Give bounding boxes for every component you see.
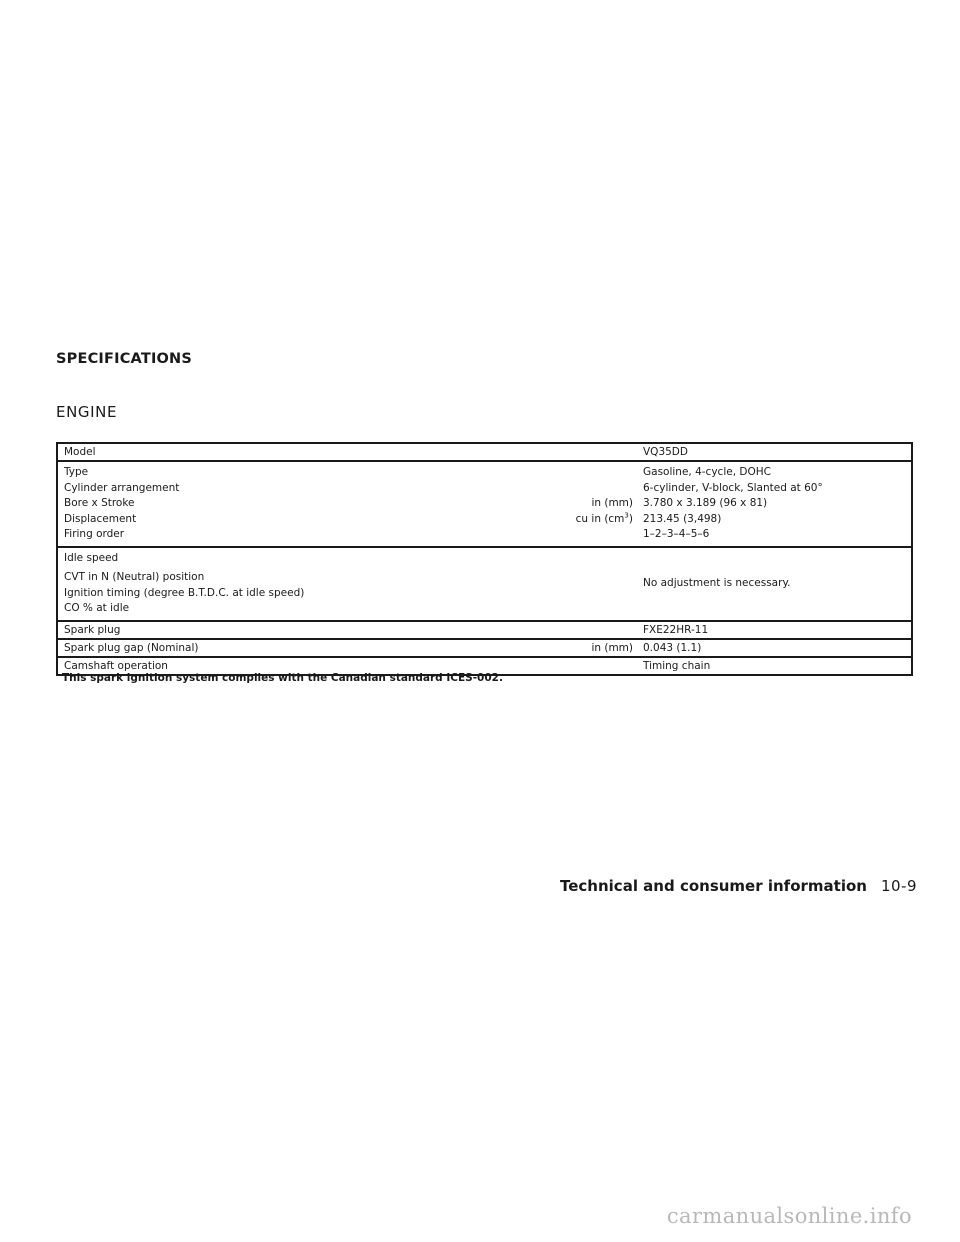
engine-details-values xyxy=(638,461,912,547)
firing-label: Firing order xyxy=(64,528,125,540)
bore-label: Bore x Stroke xyxy=(64,497,135,509)
idle-unit xyxy=(517,547,638,621)
model-value: VQ35DD xyxy=(638,443,912,461)
firing-value: 1–2–3–4–5–6 xyxy=(643,528,710,540)
spark-plug-value: FXE22HR-11 xyxy=(638,621,912,639)
co-label: CO % at idle xyxy=(64,602,130,614)
compliance-note: This spark ignition system complies with the Canadian standard ICES-002. xyxy=(62,672,503,684)
footer-chapter: Technical and consumer information xyxy=(560,877,867,895)
bore-value: 3.780 x 3.189 (96 x 81) xyxy=(643,497,768,509)
spark-plug-label: Spark plug xyxy=(57,621,517,639)
ignition-label: Ignition timing (degree B.T.D.C. at idle speed) xyxy=(64,586,305,599)
subsection-title: ENGINE xyxy=(56,403,118,421)
engine-details-labels xyxy=(57,461,517,547)
engine-details-units xyxy=(517,461,638,547)
page-footer xyxy=(560,877,917,895)
idle-value: No adjustment is necessary. xyxy=(638,547,912,621)
bore-unit: in (mm) xyxy=(591,497,633,509)
camshaft-value: Timing chain xyxy=(638,657,912,675)
table-row-idle xyxy=(57,547,912,621)
table-row-engine-details xyxy=(57,461,912,547)
type-value: Gasoline, 4-cycle, DOHC xyxy=(643,466,771,478)
model-label: Model xyxy=(57,443,517,461)
type-label: Type xyxy=(64,466,89,478)
displacement-label: Displacement xyxy=(64,512,137,525)
spark-gap-label: Spark plug gap (Nominal) xyxy=(57,639,517,657)
cvt-label: CVT in N (Neutral) position xyxy=(64,571,205,583)
cylinder-value: 6-cylinder, V-block, Slanted at 60° xyxy=(643,481,823,494)
idle-label: Idle speed xyxy=(64,551,119,564)
table-row-spark-gap xyxy=(57,639,912,657)
section-title: SPECIFICATIONS xyxy=(56,351,193,367)
footer-page-number: 10-9 xyxy=(880,877,917,895)
cylinder-label: Cylinder arrangement xyxy=(64,481,180,494)
watermark: carmanualsonline.info xyxy=(666,1204,912,1228)
displacement-value: 213.45 (3,498) xyxy=(643,512,722,525)
model-unit xyxy=(517,443,638,461)
spark-gap-value: 0.043 (1.1) xyxy=(638,639,912,657)
camshaft-label: Camshaft operation xyxy=(57,657,517,675)
table-row-spark-plug xyxy=(57,621,912,639)
engine-spec-table xyxy=(56,442,913,676)
table-row-model xyxy=(57,443,912,461)
idle-labels xyxy=(57,547,517,621)
displacement-unit: cu in $(cm^3)$ xyxy=(575,511,633,525)
spark-gap-unit: in (mm) xyxy=(517,639,638,657)
